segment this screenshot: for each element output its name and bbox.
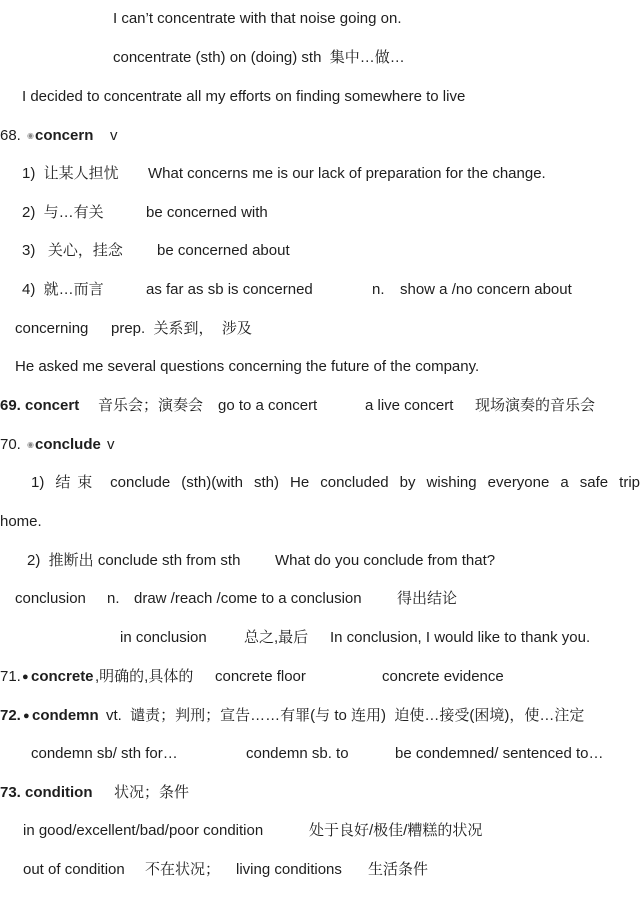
sense-line <box>0 551 640 571</box>
example: What do you conclude from that? <box>275 552 496 569</box>
sense: 2) 与…有关 <box>22 204 104 221</box>
entry-73-heading <box>0 783 640 803</box>
definition: vt. 谴责；判刑；宣告……有罪(与 to 连用) 迫使…接受(困境)，使…注定 <box>106 707 585 724</box>
entry-70-heading <box>0 435 640 455</box>
headword: concern <box>35 127 94 144</box>
sense-line <box>0 280 640 300</box>
definition: 生活条件 <box>368 861 429 878</box>
sense-line <box>0 473 640 493</box>
part-of-speech: n. <box>372 281 385 298</box>
sense-line <box>0 203 640 223</box>
phrase: out of condition <box>23 861 125 878</box>
sense-line-continued <box>0 512 640 532</box>
sense: 2) 推断出 conclude sth from sth <box>27 552 241 569</box>
sense-line <box>0 241 640 261</box>
phrase-line <box>0 744 640 764</box>
phrase-line <box>0 48 640 68</box>
definition: ,明确的,具体的 <box>95 668 194 685</box>
example: go to a concert <box>218 397 318 414</box>
text: home. <box>0 513 42 530</box>
part-of-speech: v <box>110 127 118 144</box>
phrase: in conclusion <box>120 629 207 646</box>
example: as far as sb is concerned <box>146 281 313 298</box>
definition: 处于良好/极佳/糟糕的状况 <box>309 822 483 839</box>
example-sentence <box>0 357 640 377</box>
entry-71-heading <box>0 667 640 687</box>
definition: 音乐会；演奏会 <box>98 397 204 414</box>
phrase: condemn sb. to <box>246 745 349 762</box>
definition: prep. 关系到， 涉及 <box>111 320 252 337</box>
text: concentrate (sth) on (doing) sth 集中…做… <box>113 49 405 66</box>
entry-72-heading <box>0 706 640 726</box>
text: I can’t concentrate with that noise going on. <box>113 10 402 27</box>
phrase: living conditions <box>236 861 342 878</box>
headword: condemn <box>32 707 99 724</box>
word: conclusion <box>15 590 86 607</box>
bullet-icon: ● <box>23 710 30 722</box>
example: concrete floor <box>215 668 306 685</box>
entry-69-heading <box>0 396 640 416</box>
phrase: condemn sb/ sth for… <box>31 745 178 762</box>
phrase: be condemned/ sentenced to… <box>395 745 604 762</box>
definition: 状况；条件 <box>114 784 190 801</box>
definition: 得出结论 <box>397 590 458 607</box>
example: draw /reach /come to a conclusion <box>134 590 362 607</box>
part-of-speech: n. <box>107 590 120 607</box>
text: He asked me several questions concerning the future of the company. <box>15 358 480 375</box>
phrase-line <box>0 628 640 648</box>
part-of-speech: v <box>107 436 115 453</box>
headword: conclude <box>35 436 101 453</box>
bullet-icon: ◉ <box>27 131 34 140</box>
example-sentence <box>0 9 640 29</box>
text: 1) 结束 conclude (sth)(with sth) He concluded by wishing everyone a safe trip <box>31 474 640 491</box>
word: concerning <box>15 320 89 337</box>
sense: 4) 就…而言 <box>22 281 104 298</box>
example: be concerned with <box>146 204 268 221</box>
phrase-line <box>0 860 640 880</box>
derivative-line <box>0 589 640 609</box>
sense: 3) 关心，挂念 <box>22 242 123 259</box>
headword: concrete <box>31 668 94 685</box>
entry-number: 68. <box>0 127 21 144</box>
definition: 现场演奏的音乐会 <box>475 397 596 414</box>
entry-number: 70. <box>0 436 21 453</box>
example: a live concert <box>365 397 454 414</box>
definition: 总之,最后 <box>244 629 309 646</box>
definition: 不在状况； <box>145 861 221 878</box>
example: show a /no concern about <box>400 281 572 298</box>
sense: 1) 让某人担忧 <box>22 165 119 182</box>
headword: 73. condition <box>0 784 93 801</box>
example: In conclusion, I would like to thank you. <box>330 629 591 646</box>
bullet-icon: ● <box>22 671 29 683</box>
entry-number: 71. <box>0 668 21 685</box>
entry-number: 72. <box>0 707 21 724</box>
example-sentence <box>0 87 640 107</box>
sense-line <box>0 164 640 184</box>
example: What concerns me is our lack of preparation for the change. <box>148 165 546 182</box>
phrase-line <box>0 821 640 841</box>
text: I decided to concentrate all my efforts on finding somewhere to live <box>22 88 466 105</box>
bullet-icon: ◉ <box>27 440 34 449</box>
entry-68-heading <box>0 126 640 146</box>
example: be concerned about <box>157 242 290 259</box>
derivative-line <box>0 319 640 339</box>
headword: 69. concert <box>0 397 80 414</box>
example: concrete evidence <box>382 668 504 685</box>
phrase: in good/excellent/bad/poor condition <box>23 822 264 839</box>
